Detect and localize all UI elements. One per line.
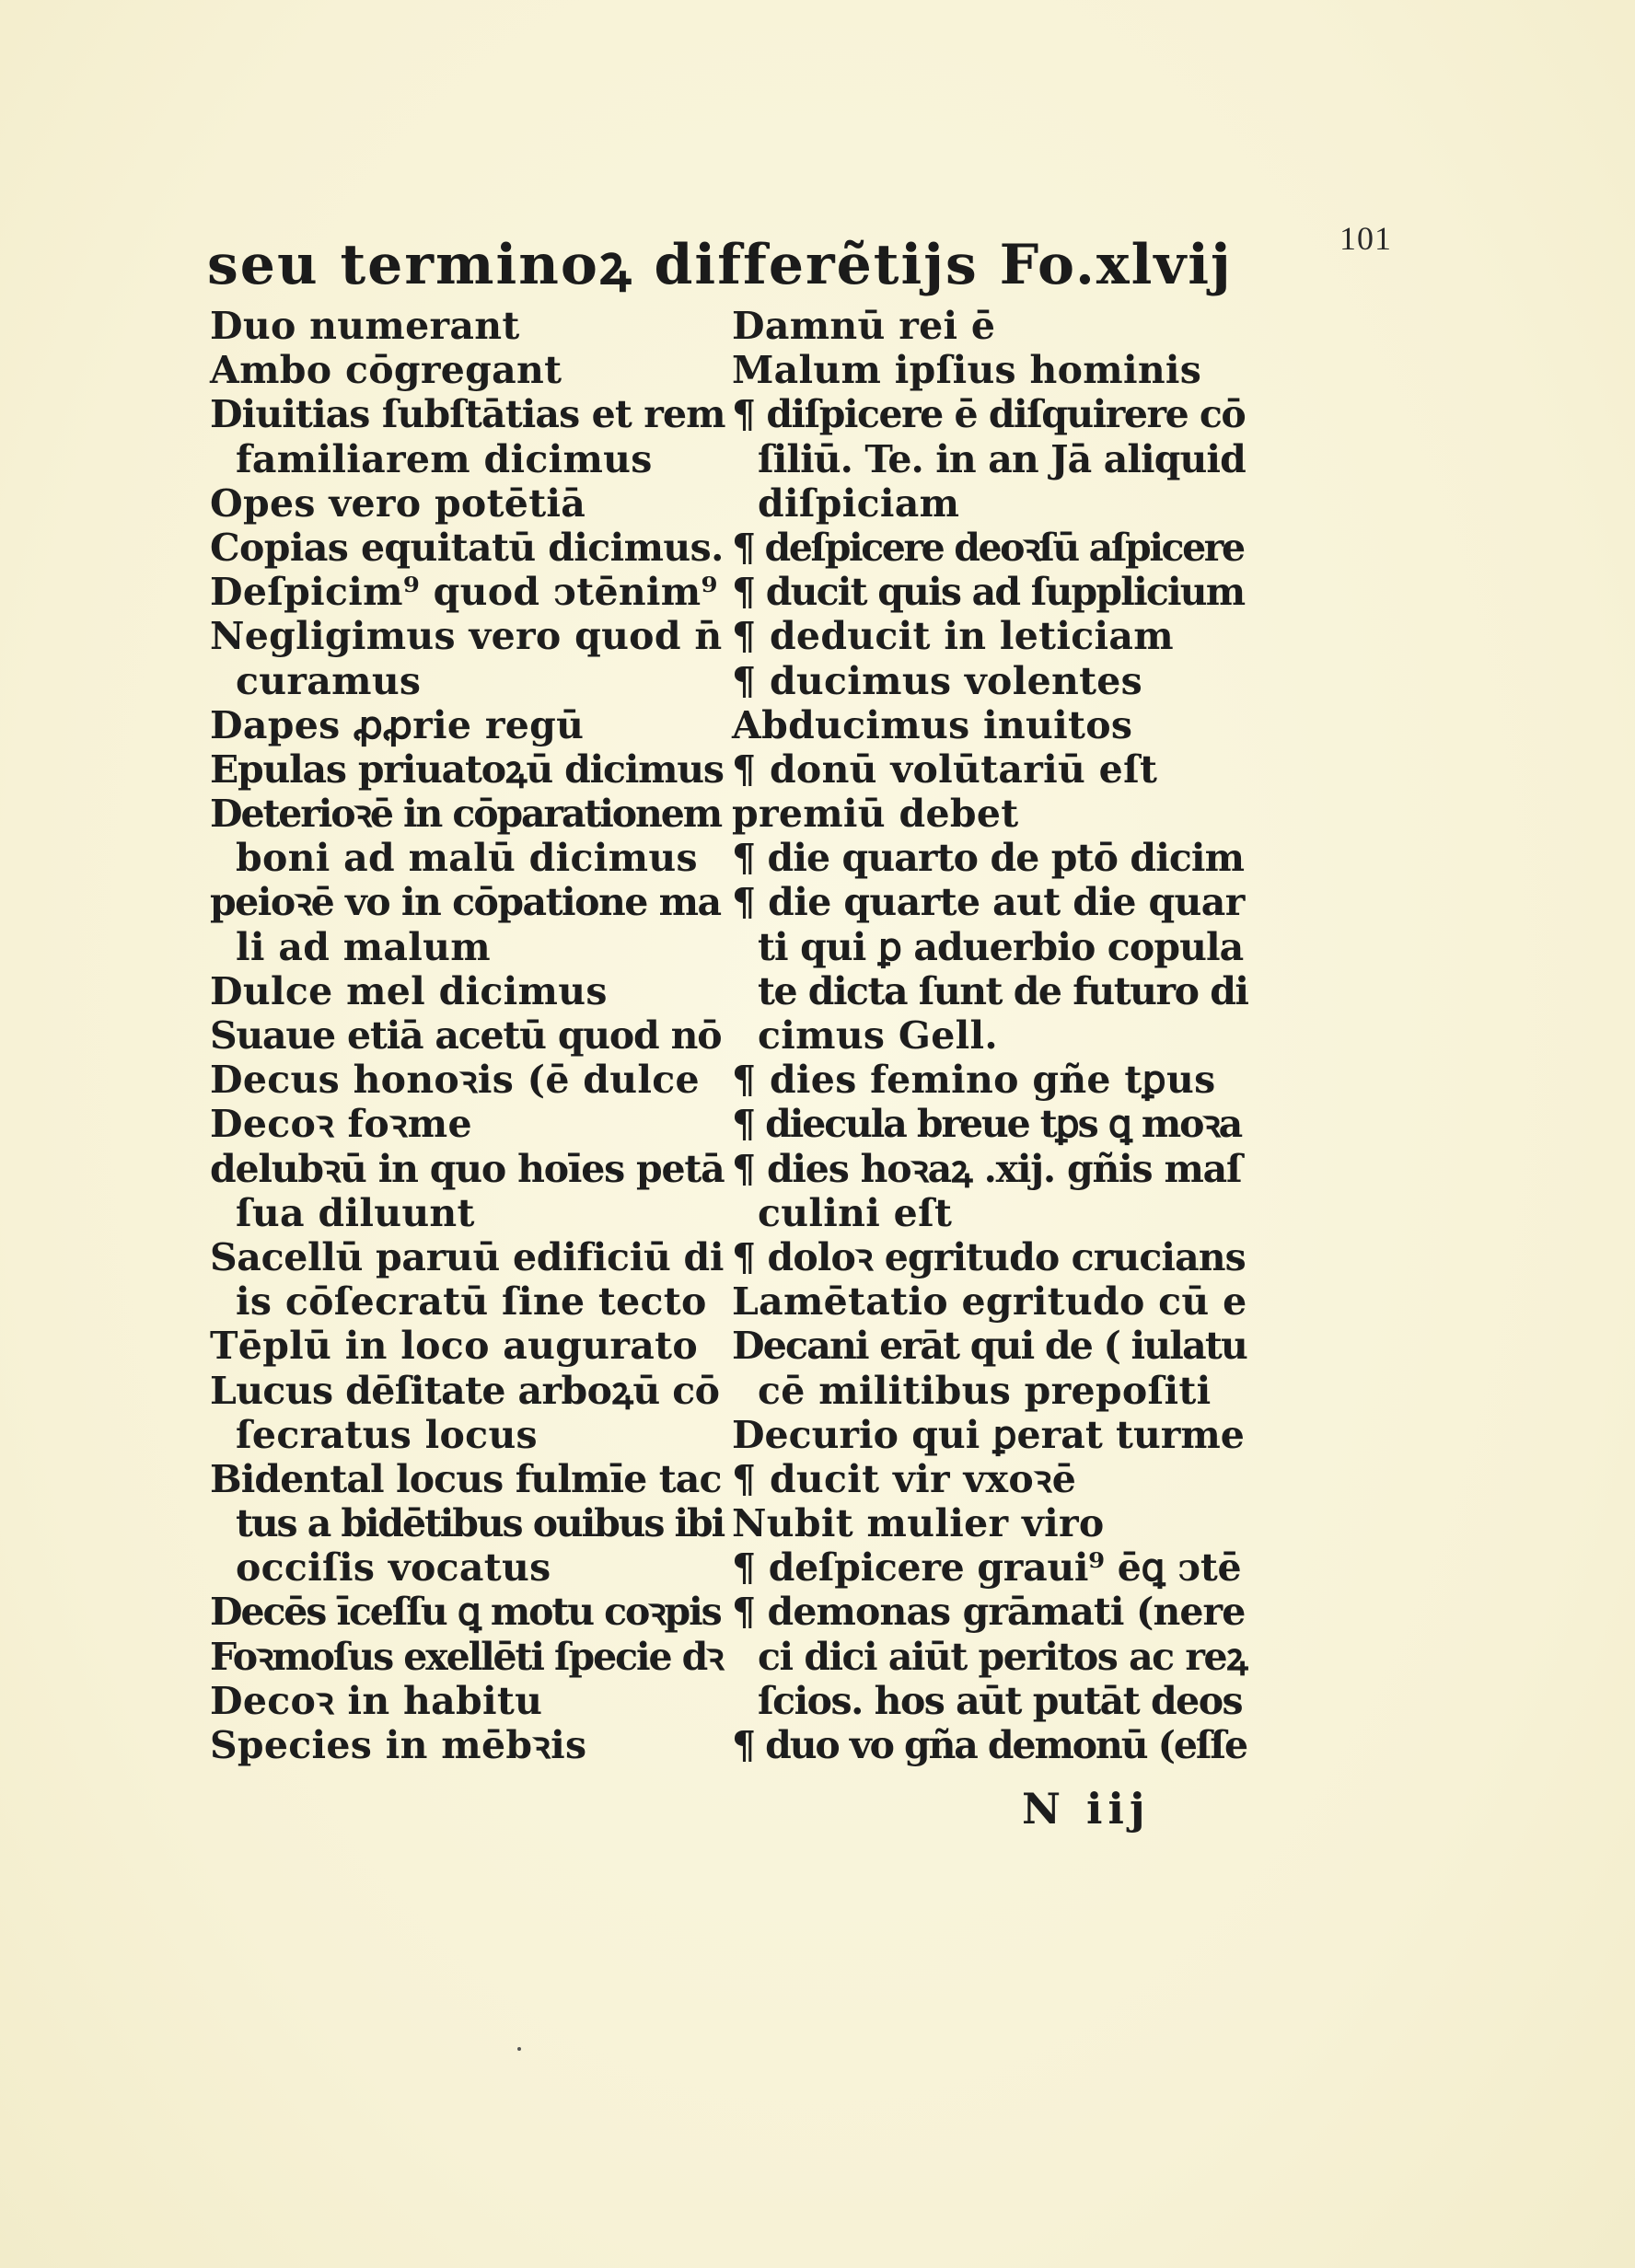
right-column-line: culini eſt (758, 1190, 953, 1235)
left-column-line: is cōſecratū ſine tecto (236, 1279, 707, 1325)
page-number: 101 (1339, 220, 1392, 257)
left-column-line: Foꝛmoſus exellēti ſpecie dꝛ (210, 1634, 723, 1679)
right-column-line: ¶ diſpicere ē diſquirere cō (732, 392, 1246, 437)
right-column-line: ¶ ducit quis ad ſupplicium (732, 570, 1245, 615)
right-column-line: Nubit mulier viro (732, 1501, 1105, 1546)
left-column-line: peioꝛē vo in cōpatione ma (210, 880, 721, 925)
right-column-line: ¶ die quarte aut die quar (732, 880, 1245, 925)
right-column-line: ¶ ducit vir vxoꝛē (732, 1456, 1077, 1501)
right-column-line: cimus Gell. (758, 1013, 998, 1058)
right-column-line: Malum ipſius hominis (732, 348, 1202, 393)
left-column (210, 304, 725, 1767)
left-column-line: Epulas priuatoꝝū dicimus (210, 746, 724, 792)
left-column-line: curamus (236, 658, 422, 703)
left-column-line: Lucus dēſitate arboꝝū cō (210, 1368, 720, 1413)
right-column-line: Damnū rei ē (732, 304, 996, 348)
left-column-line: boni ad malū dicimus (236, 836, 698, 881)
right-column-line: ti qui ꝑ aduerbio copula (758, 924, 1244, 969)
right-column-line: Decurio qui ꝑerat turme (732, 1412, 1245, 1457)
left-column-line: Negligimus vero quod n̄ (210, 614, 723, 659)
left-column-line: Decoꝛ foꝛme (210, 1102, 472, 1147)
right-column-line: ſiliū. Te. in an Jā aliquid (758, 436, 1246, 481)
right-column-line: ¶ diecula breue tꝑs ꝗ moꝛa (732, 1102, 1242, 1147)
right-column-line: Lamētatio egritudo cū e (732, 1279, 1247, 1325)
right-column-line: ci dici aiūt peritos ac reꝝ (758, 1634, 1247, 1679)
left-column-line: tus a bidētibus ouibus ibi (236, 1501, 725, 1546)
left-column-line: Sacellū paruū edificiū di (210, 1234, 725, 1279)
left-column-line: Decus honoꝛis (ē dulce (210, 1058, 700, 1103)
right-column-line: Abducimus inuitos (732, 702, 1133, 747)
right-column-line: ¶ deſpicere deoꝛſū aſpicere (732, 525, 1244, 570)
left-column-line: Tēplū in loco augurato (210, 1324, 698, 1369)
right-column-line: ¶ deducit in leticiam (732, 614, 1174, 659)
right-column-line: ¶ dies femino gñe tꝑus (732, 1058, 1216, 1103)
left-column-line: Decēs īceſſu ꝗ motu coꝛpis (210, 1590, 721, 1635)
left-column-line: Copias equitatū dicimus. (210, 525, 724, 570)
right-column-line: cē militibus prepoſiti (758, 1368, 1212, 1413)
right-column-line: ¶ donū volūtariū eſt (732, 746, 1158, 792)
left-column-line: ſecratus locus (236, 1412, 538, 1457)
left-column-line: delubꝛū in quo hoīes petā (210, 1146, 725, 1191)
left-column-line: occiſis vocatus (236, 1545, 551, 1591)
signature-mark: N iij (1022, 1784, 1151, 1834)
right-column-line: ¶ doloꝛ egritudo crucians (732, 1234, 1246, 1279)
left-column-line: Suaue etiā acetū quod nō (210, 1013, 722, 1058)
paper-speck (517, 2047, 521, 2051)
right-column-line: ¶ ducimus volentes (732, 658, 1143, 703)
right-column-line: ¶ dies hoꝛaꝝ .xij. gñis maſ (732, 1146, 1242, 1191)
right-column-line: diſpiciam (758, 480, 960, 526)
right-column-line: te dicta ſunt de futuro di (758, 968, 1248, 1013)
left-column-line: Dulce mel dicimus (210, 968, 608, 1013)
running-head: seu terminoꝝ differẽtijs Fo.xlvij (207, 233, 1233, 297)
left-column-line: ſua diluunt (236, 1190, 475, 1235)
left-column-line: li ad malum (236, 924, 491, 969)
left-column-line: Ambo cōgregant (210, 348, 562, 393)
left-column-line: Opes vero potētiā (210, 480, 586, 526)
left-column-line: Duo numerant (210, 304, 520, 348)
left-column-line: Decoꝛ in habitu (210, 1678, 543, 1723)
right-column-line: ¶ duo vo gña demonū (eſſe (732, 1723, 1247, 1767)
right-column-line: ¶ demonas grāmati (nere (732, 1590, 1246, 1635)
left-column-line: familiarem dicimus (236, 436, 653, 481)
right-column-line: premiū debet (732, 792, 1019, 837)
left-column-line: Deterioꝛē in cōparationem (210, 792, 721, 837)
right-column-line: Decani erāt qui de ( iulatu (732, 1324, 1247, 1369)
right-column-line: ſcios. hos aūt putāt deos (758, 1678, 1243, 1723)
right-column (732, 304, 1247, 1767)
left-column-line: Bidental locus fulmīe tac (210, 1456, 722, 1501)
left-column-line: Diuitias ſubſtātias et rem (210, 392, 725, 437)
right-column-line: ¶ deſpicere graui⁹ ēꝗ ↄtē (732, 1545, 1242, 1591)
left-column-line: Species in mēbꝛis (210, 1723, 587, 1767)
right-column-line: ¶ die quarto de ptō dicim (732, 836, 1245, 881)
left-column-line: Dapes ꝓꝓrie regū (210, 702, 585, 747)
left-column-line: Deſpicim⁹ quod ↄtēnim⁹ (210, 570, 718, 615)
